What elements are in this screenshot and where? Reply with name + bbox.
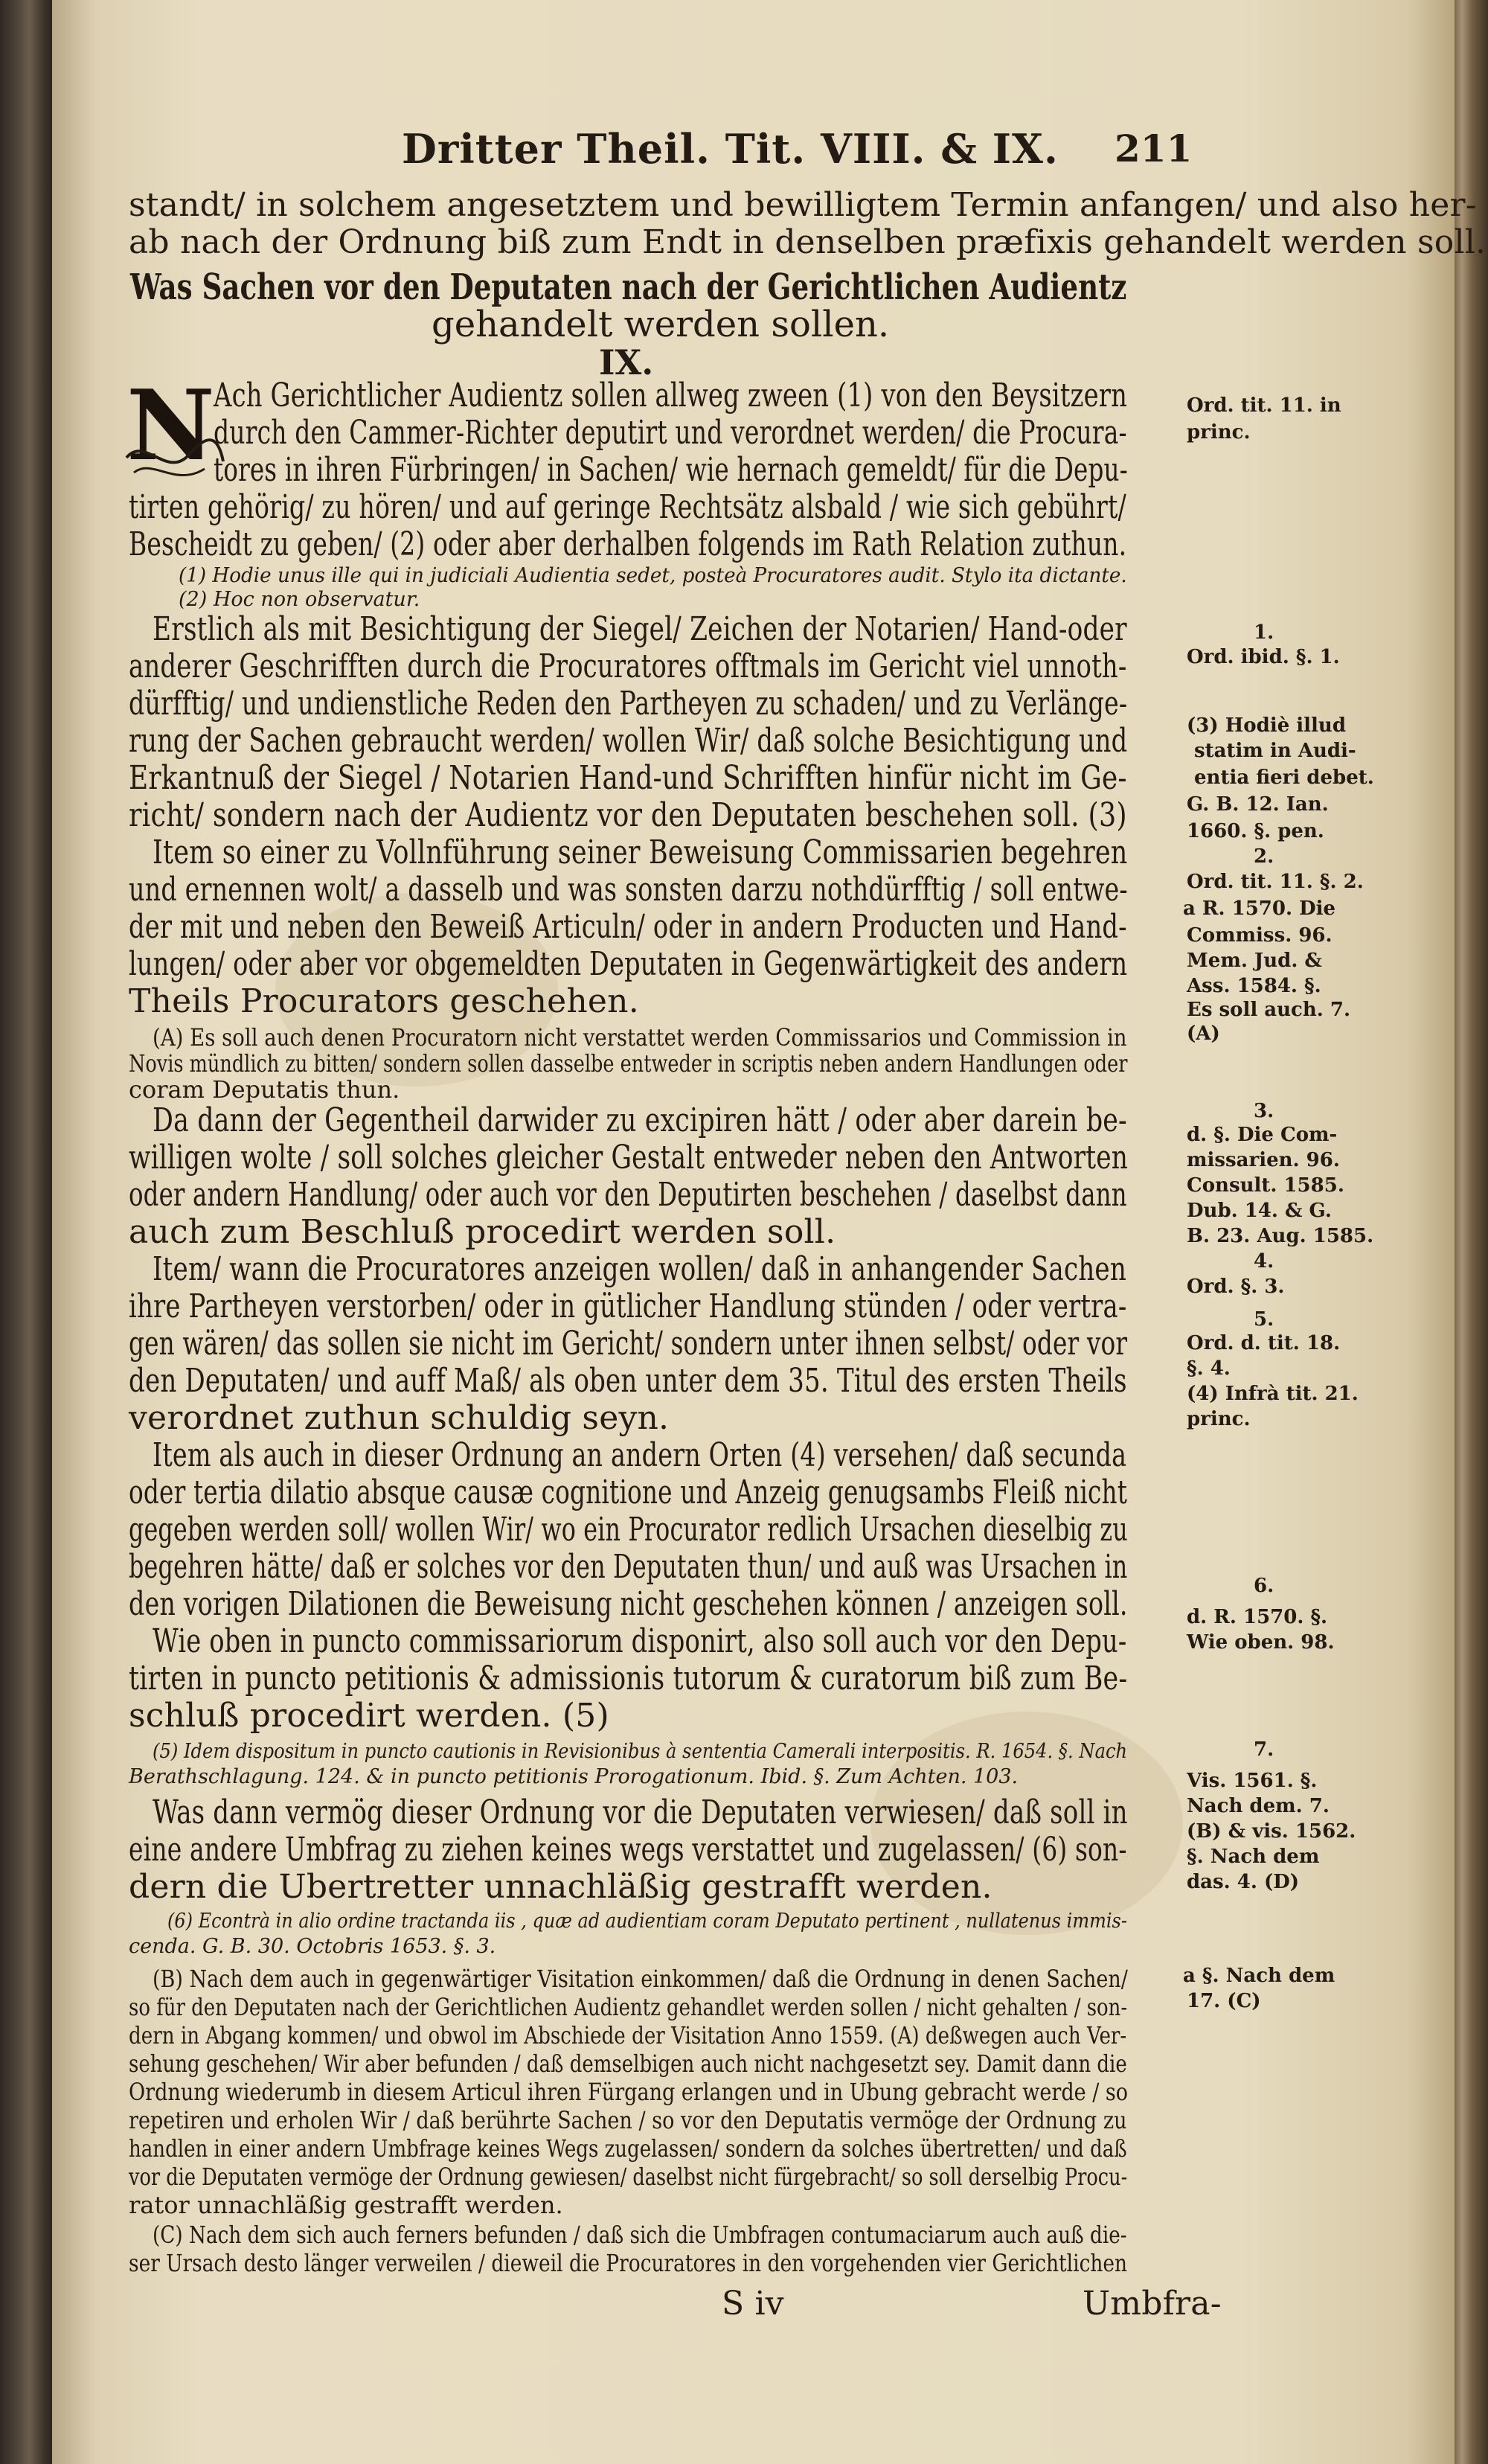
margin-note: 6. (1254, 1575, 1274, 1597)
body-line: Theils Procurators geschehen. (129, 982, 639, 1020)
body-line: begehren hätte/ daß er solches vor den Deputaten thun/ und auß was Ursachen in (129, 1548, 1128, 1586)
margin-note: Ord. d. tit. 18. (1187, 1332, 1341, 1354)
body-line: Item so einer zu Vollnführung seiner Beweisung Commissarien begehren (153, 833, 1128, 871)
body-line: verordnet zuthun schuldig seyn. (129, 1399, 670, 1437)
body-line: Item/ wann die Procuratores anzeigen wollen/ daß in anhangender Sachen (153, 1250, 1126, 1288)
body-line: richt/ sondern nach der Audientz vor den Deputaten beschehen soll. (3) (129, 796, 1127, 834)
body-line: willigen wolte / soll solches gleicher Gestalt entweder neben den Antworten (129, 1139, 1129, 1177)
intro-line: ab nach der Ordnung biß zum Endt in denselben præfixis gehandelt werden soll. (129, 223, 1487, 261)
body-line: Item als auch in dieser Ordnung an andern Orten (4) versehen/ daß secunda (153, 1436, 1127, 1474)
margin-note: statim in Audi- (1194, 740, 1356, 762)
section-heading-continued: gehandelt werden sollen. (432, 304, 890, 345)
margin-note: 2. (1254, 845, 1274, 868)
body-line: oder tertia dilatio absque causæ cognitione und Anzeig genugsambs Fleiß nicht (129, 1473, 1128, 1511)
body-line: der mit und neben den Beweiß Articuln/ oder in andern Producten und Hand- (129, 908, 1127, 946)
annotation-line: Novis mündlich zu bitten/ sondern sollen dasselbe entweder in scriptis neben andern Handlungen oder (129, 1049, 1128, 1078)
body-line: eine andere Umbfrag zu ziehen keines wegs verstattet und zugelassen/ (6) son- (129, 1831, 1127, 1869)
margin-note: princ. (1187, 421, 1251, 444)
body-line: gen wären/ das sollen sie nicht im Gericht/ sondern unter ihnen selbst/ oder vor (129, 1325, 1128, 1363)
body-line: den Deputaten/ und auff Maß/ als oben unter dem 35. Titul des ersten Theils (129, 1362, 1127, 1400)
margin-note: Wie oben. 98. (1187, 1631, 1335, 1654)
margin-note: Commiss. 96. (1187, 924, 1333, 947)
body-line: Wie oben in puncto commissariorum disponirt, also soll auch vor den Depu- (153, 1622, 1127, 1660)
footnote-line: Berathschlagung. 124. & in puncto petitionis Prorogationum. Ibid. §. Zum Achten. 103. (129, 1765, 1019, 1788)
annotation-line: dern in Abgang kommen/ und obwol im Abschiede der Visitation Anno 1559. (A) deßwegen auch Ver- (129, 2021, 1127, 2049)
margin-note: Ord. ibid. §. 1. (1187, 646, 1340, 668)
annotation-line: Ordnung wiederumb in diesem Articul ihren Fürgang erlangen und in Ubung gebracht werde / so (129, 2078, 1129, 2106)
margin-note: B. 23. Aug. 1585. (1187, 1225, 1374, 1247)
catchword: Umbfra- (1083, 2285, 1222, 2323)
body-line: Bescheidt zu geben/ (2) oder aber derhalben folgends im Rath Relation zuthun. (129, 525, 1127, 563)
body-line: Da dann der Gegentheil darwider zu excipiren hätt / oder aber darein be- (153, 1101, 1127, 1139)
body-line: anderer Geschrifften durch die Procuratores offtmals im Gericht viel unnoth- (129, 647, 1127, 685)
margin-note: a §. Nach dem (1183, 1965, 1335, 1987)
body-line: dern die Ubertretter unnachläßig gestrafft werden. (129, 1868, 992, 1906)
page-number: 211 (1115, 127, 1193, 170)
body-line: tirten gehörig/ zu hören/ und auf geringe Rechtsätz alsbald / wie sich gebührt/ (129, 488, 1126, 526)
body-line: Erkantnuß der Siegel / Notarien Hand-und Schrifften hinfür nicht im Ge- (129, 759, 1127, 797)
margin-note: G. B. 12. Ian. (1187, 793, 1329, 816)
body-line: ihre Partheyen verstorben/ oder in gütlicher Handlung stünden / oder vertra- (129, 1287, 1127, 1325)
margin-note: Es soll auch. 7. (1187, 999, 1351, 1021)
book-fore-edge (1455, 0, 1488, 2464)
body-line: oder andern Handlung/ oder auch vor den Deputirten beschehen / daselbst dann (129, 1176, 1127, 1214)
annotation-line: handlen in einer andern Umbfrage keines Wegs zugelassen/ sondern da solches übertretten/ und daß (129, 2134, 1127, 2163)
section-number: IX. (599, 342, 654, 383)
annotation-line: ser Ursach desto länger verweilen / dieweil die Procuratores in den vorgehenden vier Gerichtlichen (129, 2249, 1128, 2277)
annotation-line: (C) Nach dem sich auch ferners befunden / daß sich die Umbfragen contumaciarum auch auß die- (153, 2221, 1127, 2249)
annotation-line: rator unnachläßig gestrafft werden. (129, 2191, 563, 2219)
annotation-line: (A) Es soll auch denen Procuratorn nicht verstattet werden Commissarios und Commission in (153, 1023, 1127, 1052)
body-line: Erstlich als mit Besichtigung der Siegel/ Zeichen der Notarien/ Hand-oder (153, 610, 1127, 648)
body-line: gegeben werden soll/ wollen Wir/ wo ein Procurator redlich Ursachen dieselbig zu (129, 1511, 1128, 1549)
margin-note: 4. (1254, 1250, 1274, 1273)
margin-note: Ord. §. 3. (1187, 1276, 1285, 1298)
margin-note: Mem. Jud. & (1187, 950, 1322, 972)
footnote-line: (5) Idem dispositum in puncto cautionis in Revisionibus à sententia Camerali interpositis. R. 1654. §. Nach (153, 1740, 1128, 1763)
margin-note: Vis. 1561. §. (1187, 1770, 1318, 1792)
margin-note: missarien. 96. (1187, 1149, 1340, 1171)
annotation-line: vor die Deputaten vermöge der Ordnung gewiesen/ daselbst nicht fürgebracht/ so soll derselbig Procu- (129, 2163, 1128, 2191)
margin-note: 3. (1254, 1100, 1274, 1122)
annotation-line: repetiren und erholen Wir / daß berührte Sachen / so vor den Deputatis vermöge der Ordnung zu (129, 2106, 1127, 2134)
margin-note: Ord. tit. 11. §. 2. (1187, 871, 1364, 893)
margin-note: 5. (1254, 1308, 1274, 1331)
body-line: rung der Sachen gebraucht werden/ wollen Wir/ daß solche Besichtigung und (129, 722, 1128, 760)
margin-note: d. §. Die Com- (1187, 1124, 1338, 1146)
margin-note: a R. 1570. Die (1183, 897, 1336, 920)
margin-note: Ord. tit. 11. in (1187, 394, 1341, 417)
body-line: und ernennen wolt/ a dasselb und was sonsten darzu nothdürfftig / soll entwe- (129, 871, 1128, 909)
body-line: schluß procedirt werden. (5) (129, 1697, 609, 1735)
body-line: den vorigen Dilationen die Beweisung nicht geschehen können / anzeigen soll. (129, 1585, 1128, 1623)
margin-note: princ. (1187, 1408, 1251, 1430)
body-line: auch zum Beschluß procedirt werden soll. (129, 1213, 836, 1251)
body-line: Was dann vermög dieser Ordnung vor die Deputaten verwiesen/ daß soll in (153, 1793, 1128, 1831)
body-line: Ach Gerichtlicher Audientz sollen allweg zween (1) von den Beysitzern (214, 377, 1128, 415)
body-line: dürfftig/ und undienstliche Reden den Partheyen zu schaden/ und zu Verlänge- (129, 685, 1128, 723)
margin-note: Consult. 1585. (1187, 1174, 1344, 1197)
section-heading: Was Sachen vor den Deputaten nach der Gerichtlichen Audientz (130, 266, 1127, 308)
margin-note: entia fieri debet. (1194, 767, 1374, 789)
margin-note: Ass. 1584. §. (1187, 975, 1321, 997)
margin-note: 1660. §. pen. (1187, 820, 1324, 842)
footnote-line: (1) Hodie unus ille qui in judiciali Audientia sedet, posteà Procuratores audit. Stylo ita dictante. (179, 564, 1127, 587)
margin-note: (4) Infrà tit. 21. (1187, 1383, 1359, 1405)
margin-note: das. 4. (D) (1187, 1871, 1300, 1893)
margin-note: 1. (1254, 621, 1274, 644)
margin-note: 17. (C) (1187, 1990, 1261, 2012)
body-line: tirten in puncto petitionis & admissionis tutorum & curatorum biß zum Be- (129, 1660, 1128, 1697)
margin-note: d. R. 1570. §. (1187, 1606, 1328, 1628)
margin-note: (A) (1187, 1023, 1220, 1045)
running-head-title: Dritter Theil. Tit. VIII. & IX. (402, 125, 1059, 173)
signature-mark: S iv (722, 2285, 784, 2323)
margin-note: §. 4. (1187, 1357, 1231, 1380)
margin-note: (3) Hodiè illud (1187, 714, 1347, 737)
annotation-line: so für den Deputaten nach der Gerichtlichen Audientz gehandlet werden sollen / nicht gehalten / son- (129, 1993, 1128, 2021)
margin-note: (B) & vis. 1562. (1187, 1820, 1356, 1843)
body-line: tores in ihren Fürbringen/ in Sachen/ wie hernach gemeldt/ für die Depu- (214, 451, 1128, 489)
footnote-line: cenda. G. B. 30. Octobris 1653. §. 3. (129, 1935, 496, 1958)
footnote-line: (2) Hoc non observatur. (179, 588, 420, 611)
margin-note: §. Nach dem (1187, 1846, 1320, 1868)
margin-note: Nach dem. 7. (1187, 1795, 1330, 1817)
body-line: lungen/ oder aber vor obgemeldten Deputaten in Gegenwärtigkeit des andern (129, 945, 1128, 983)
footnote-line: (6) Econtrà in alio ordine tractanda iis , quæ ad audientiam coram Deputato pertinent , nullatenus immis- (167, 1910, 1127, 1933)
drop-cap: N (126, 368, 215, 482)
annotation-line: (B) Nach dem auch in gegenwärtiger Visitation einkommen/ daß die Ordnung in denen Sachen/ (153, 1965, 1128, 1993)
intro-line: standt/ in solchem angesetztem und bewilligtem Termin anfangen/ und also her- (129, 186, 1477, 224)
annotation-line: coram Deputatis thun. (129, 1075, 400, 1104)
annotation-line: sehung geschehen/ Wir aber befunden / daß demselbigen auch nicht nachgesetzt sey. Damit dann die (129, 2049, 1127, 2078)
margin-note: Dub. 14. & G. (1187, 1200, 1332, 1222)
book-page (52, 0, 1487, 2464)
drop-cap-flourish-icon (123, 428, 227, 487)
body-line: durch den Cammer-Richter deputirt und verordnet werden/ die Procura- (214, 414, 1127, 452)
margin-note: 7. (1254, 1738, 1274, 1761)
